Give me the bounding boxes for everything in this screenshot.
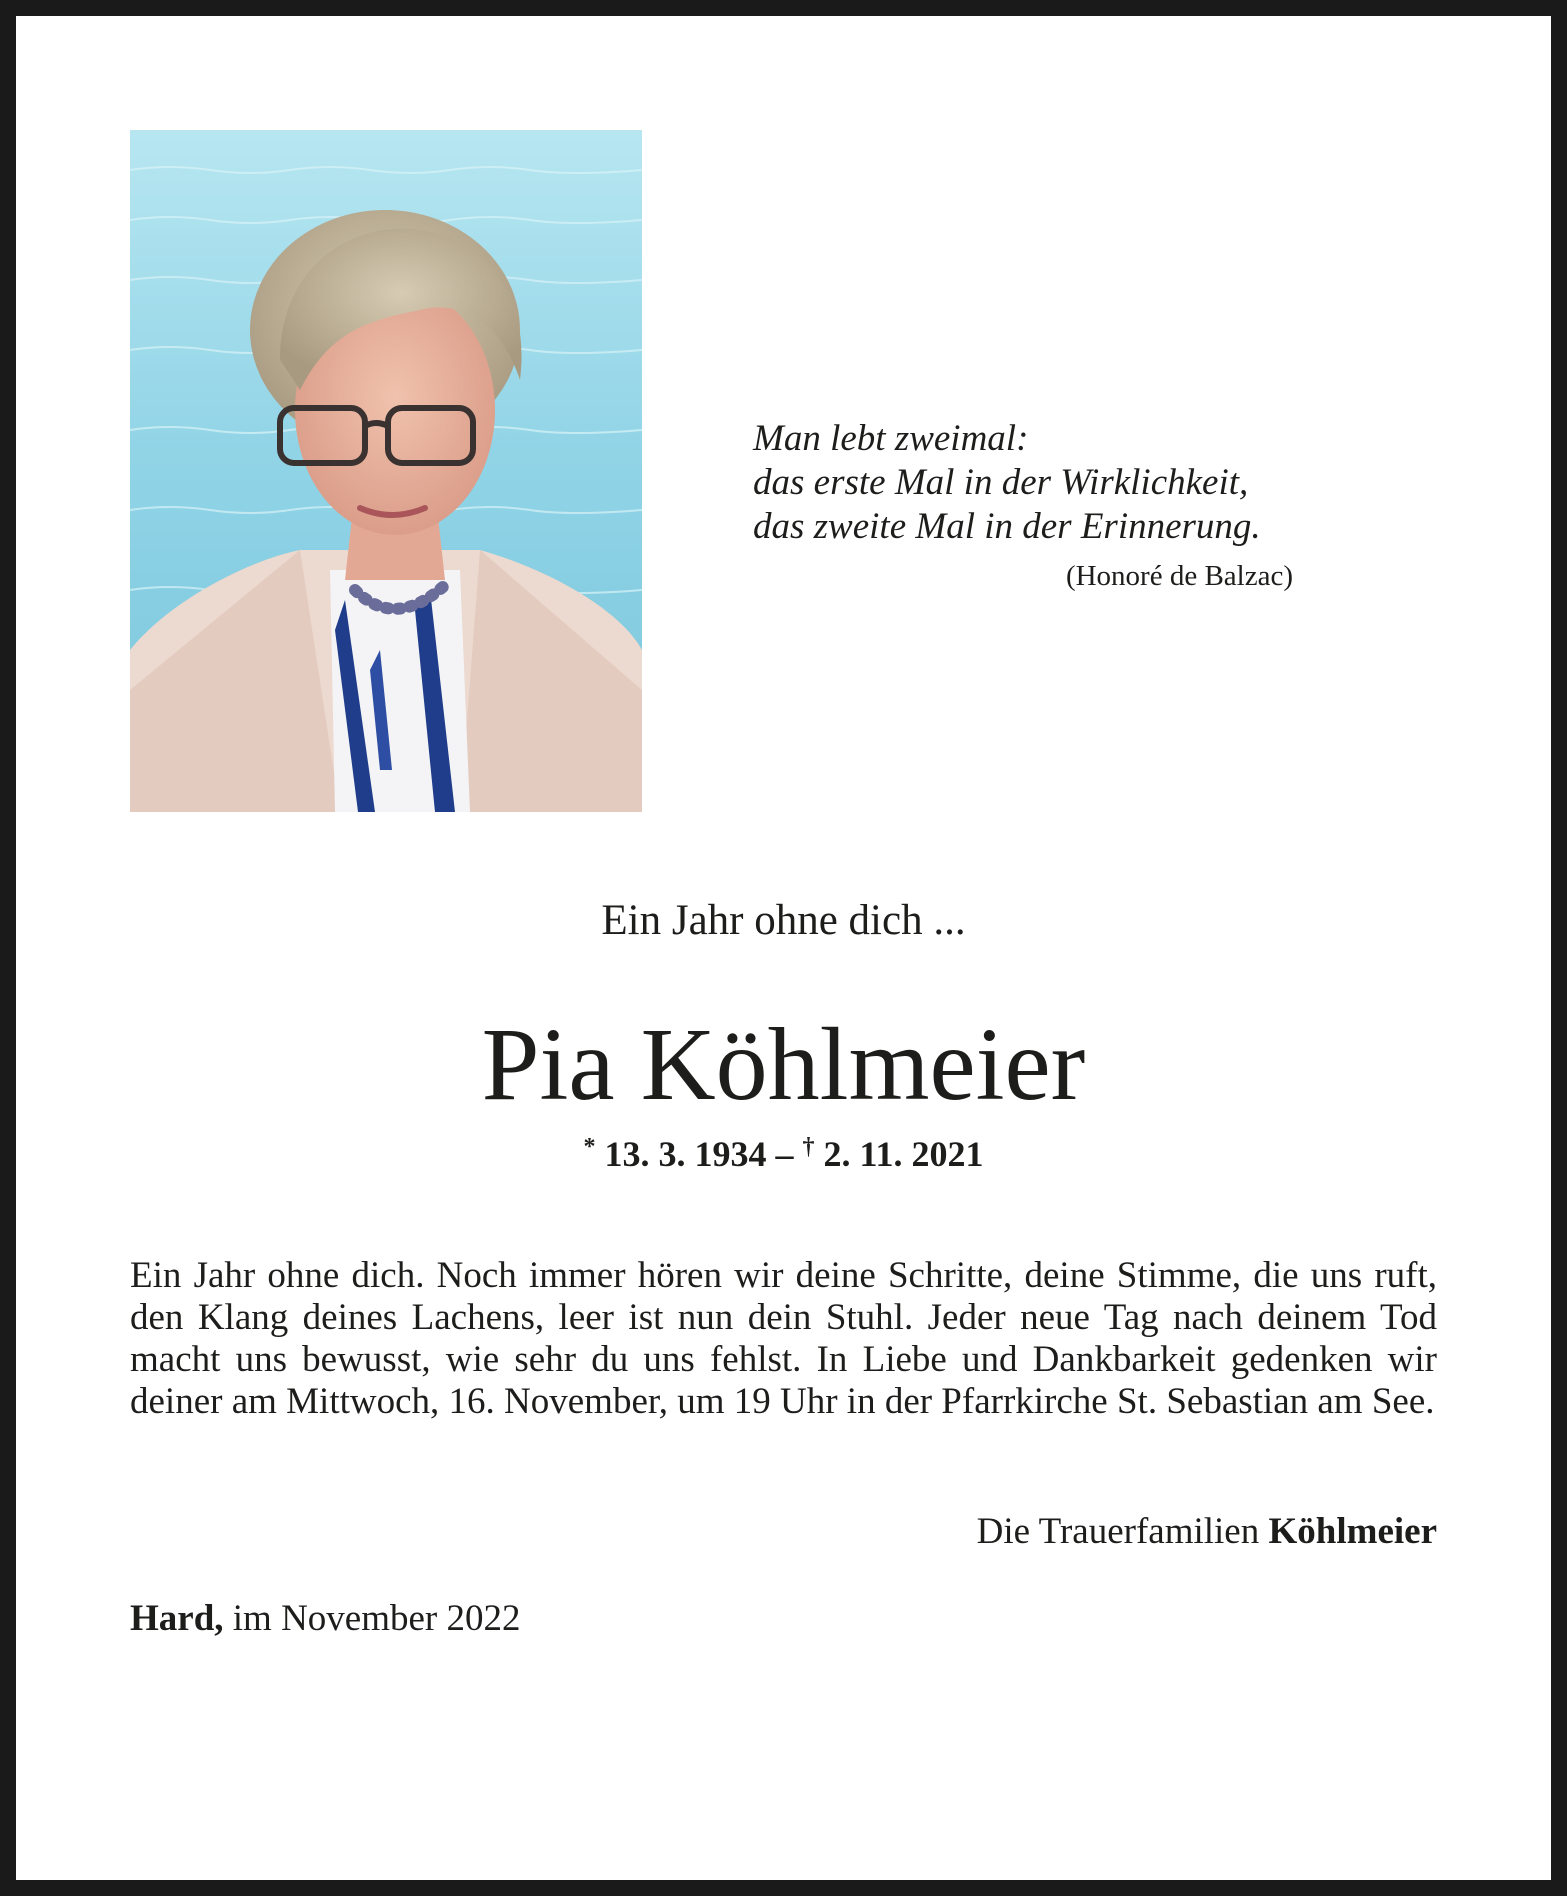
quote-line: das erste Mal in der Wirklichkeit, xyxy=(753,462,1249,503)
signature xyxy=(700,1510,1437,1554)
quote-author: (Honoré de Balzac) xyxy=(1065,560,1293,592)
birth-date: 13. 3. 1934 xyxy=(604,1134,767,1174)
date-separator: – xyxy=(766,1134,803,1174)
subtitle: Ein Jahr ohne dich ... xyxy=(601,897,966,944)
memorial-text: Ein Jahr ohne dich. Noch immer hören wir deine Schritte, deine Stimme, die uns ruft, den Klang deines Lachens, leer ist nun dein Stuhl. Jeder neue Tag nach deinem Tod macht uns bewusst, wie sehr du uns fehlst. In Liebe und Dankbarkeit gedenken wir deiner am Mittwoch, 16. November, um 19 Uhr in der Pfarrkirche St. Sebastian am See. xyxy=(130,1255,1437,1422)
place-date xyxy=(130,1597,930,1641)
deceased-name: Pia Köhlmeier xyxy=(481,1007,1086,1122)
death-symbol: † xyxy=(802,1134,815,1160)
quote xyxy=(753,417,1313,549)
death-date: 2. 11. 2021 xyxy=(823,1134,984,1174)
quote-line: Man lebt zweimal: xyxy=(753,418,1029,459)
portrait-photo xyxy=(130,130,642,812)
quote-line: das zweite Mal in der Erinnerung. xyxy=(753,506,1261,547)
signature-prefix: Die Trauerfamilien xyxy=(976,1511,1260,1552)
place-date-text: im November 2022 xyxy=(232,1598,521,1639)
life-dates xyxy=(0,1132,1567,1176)
place-town: Hard, xyxy=(130,1598,224,1639)
signature-family: Köhlmeier xyxy=(1268,1511,1437,1552)
birth-symbol: * xyxy=(583,1134,596,1160)
